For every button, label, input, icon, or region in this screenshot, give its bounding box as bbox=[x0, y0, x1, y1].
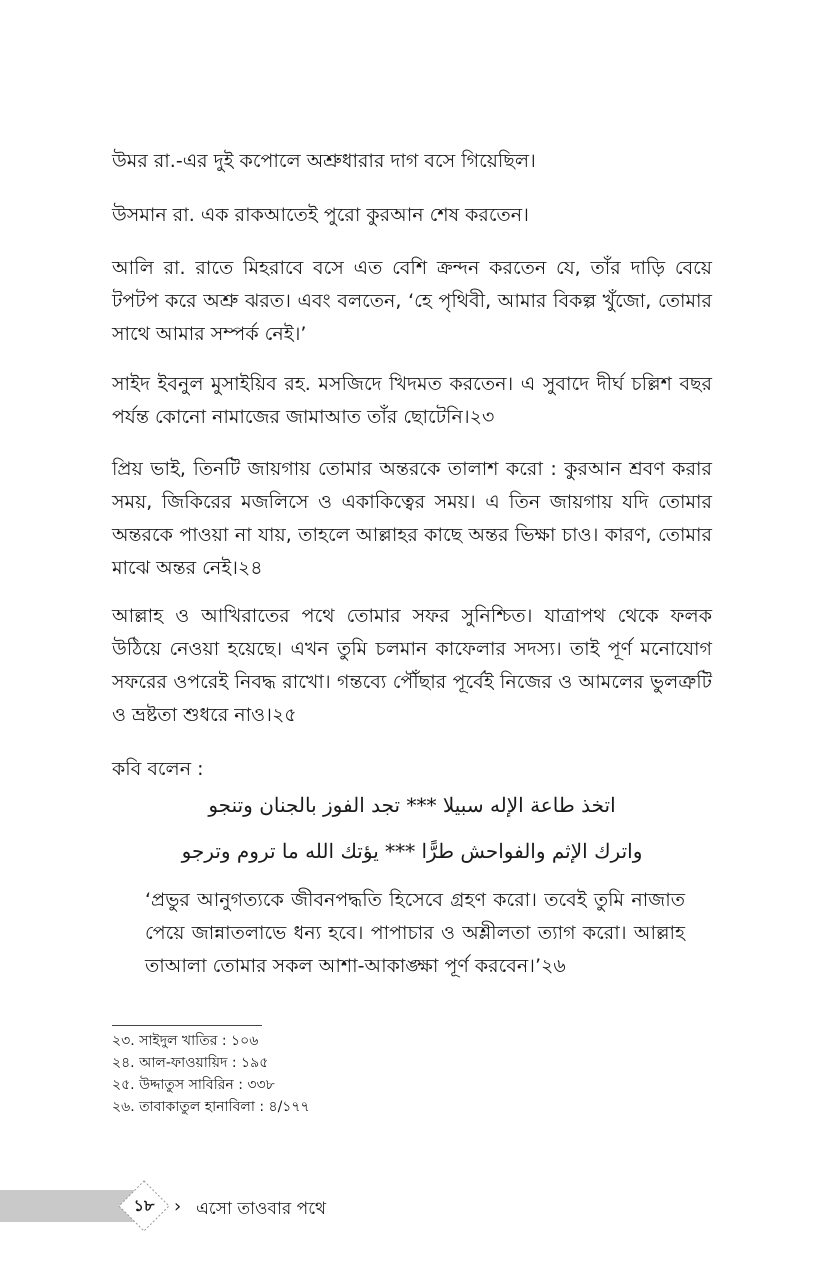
footnotes-list bbox=[112, 1030, 310, 1118]
footnote-divider bbox=[112, 1025, 262, 1026]
footnote-item: ২৩. সাইদুল খাতির : ১০৬ bbox=[112, 1033, 259, 1049]
footnote-item: ২৪. আল-ফাওয়ায়িদ : ১৯৫ bbox=[112, 1055, 269, 1071]
paragraph-said: সাইদ ইবনুল মুসাইয়িব রহ. মসজিদে খিদমত করতেন। এ সুবাদে দীর্ঘ চল্লিশ বছর পর্যন্ত কোনো নামাজের জামাআত তাঁর ছোটেনি।২৩ bbox=[112, 373, 712, 428]
paragraph-heart: প্রিয় ভাই, তিনটি জায়গায় তোমার অন্তরকে তালাশ করো : কুরআন শ্রবণ করার সময়, জিকিরের মজলিসে ও একাকিত্বের সময়। এ তিন জায়গায় যদি তোমার অন্তরকে পাওয়া না যায়, তাহলে আল্লাহর কাছে অন্তর ভিক্ষা চাও। কারণ, তোমার মাঝে অন্তর নেই।২৪ bbox=[112, 458, 712, 579]
arabic-verse-line: اتخذ طاعة الإله سبيلا *** تجد الفوز بالجنان وتنجو bbox=[208, 793, 616, 817]
footnote-item: ২৫. উদ্দাতুস সাবিরিন : ৩৩৮ bbox=[112, 1077, 275, 1093]
arabic-verse-line: واترك الإثم والفواحش طرًّا *** يؤتك الله ما تروم وترجو bbox=[181, 839, 643, 863]
footnote-item: ২৬. তাবাকাতুল হানাবিলা : ৪/১৭৭ bbox=[112, 1099, 310, 1115]
chevron-right-icon: › bbox=[174, 1196, 182, 1217]
verse-translation: ‘প্রভুর আনুগত্যকে জীবনপদ্ধতি হিসেবে গ্রহণ করো। তবেই তুমি নাজাত পেয়ে জান্নাতলাভে ধন্য হবে। পাপাচার ও অশ্লীলতা ত্যাগ করো। আল্লাহ তাআলা তোমার সকল আশা-আকাঙ্ক্ষা পূর্ণ করবেন।’২৬ bbox=[145, 889, 685, 977]
paragraph-uthman: উসমান রা. এক রাকআতেই পুরো কুরআন শেষ করতেন। bbox=[112, 204, 529, 226]
poet-intro: কবি বলেন : bbox=[112, 758, 204, 780]
paragraph-umar: উমর রা.-এর দুই কপোলে অশ্রুধারার দাগ বসে গিয়েছিল। bbox=[112, 150, 536, 172]
paragraph-journey: আল্লাহ ও আখিরাতের পথে তোমার সফর সুনিশ্চিত। যাত্রাপথ থেকে ফলক উঠিয়ে নেওয়া হয়েছে। এখন তুমি চলমান কাফেলার সদস্য। তাই পূর্ণ মনোযোগ সফরের ওপরেই নিবদ্ধ রাখো। গন্তব্যে পৌঁছার পূর্বেই নিজের ও আমলের ভুলত্রুটি ও ভ্রষ্টতা শুধরে নাও।২৫ bbox=[112, 605, 712, 726]
paragraph-ali: আলি রা. রাতে মিহরাবে বসে এত বেশি ক্রন্দন করতেন যে, তাঁর দাড়ি বেয়ে টপটপ করে অশ্রু ঝরত। এবং বলতেন, ‘হে পৃথিবী, আমার বিকল্প খুঁজো, তোমার সাথে আমার সম্পর্ক নেই।’ bbox=[112, 257, 712, 345]
running-footer-title: এসো তাওবার পথে bbox=[196, 1199, 327, 1219]
page-number: ১৮ bbox=[133, 1195, 155, 1215]
